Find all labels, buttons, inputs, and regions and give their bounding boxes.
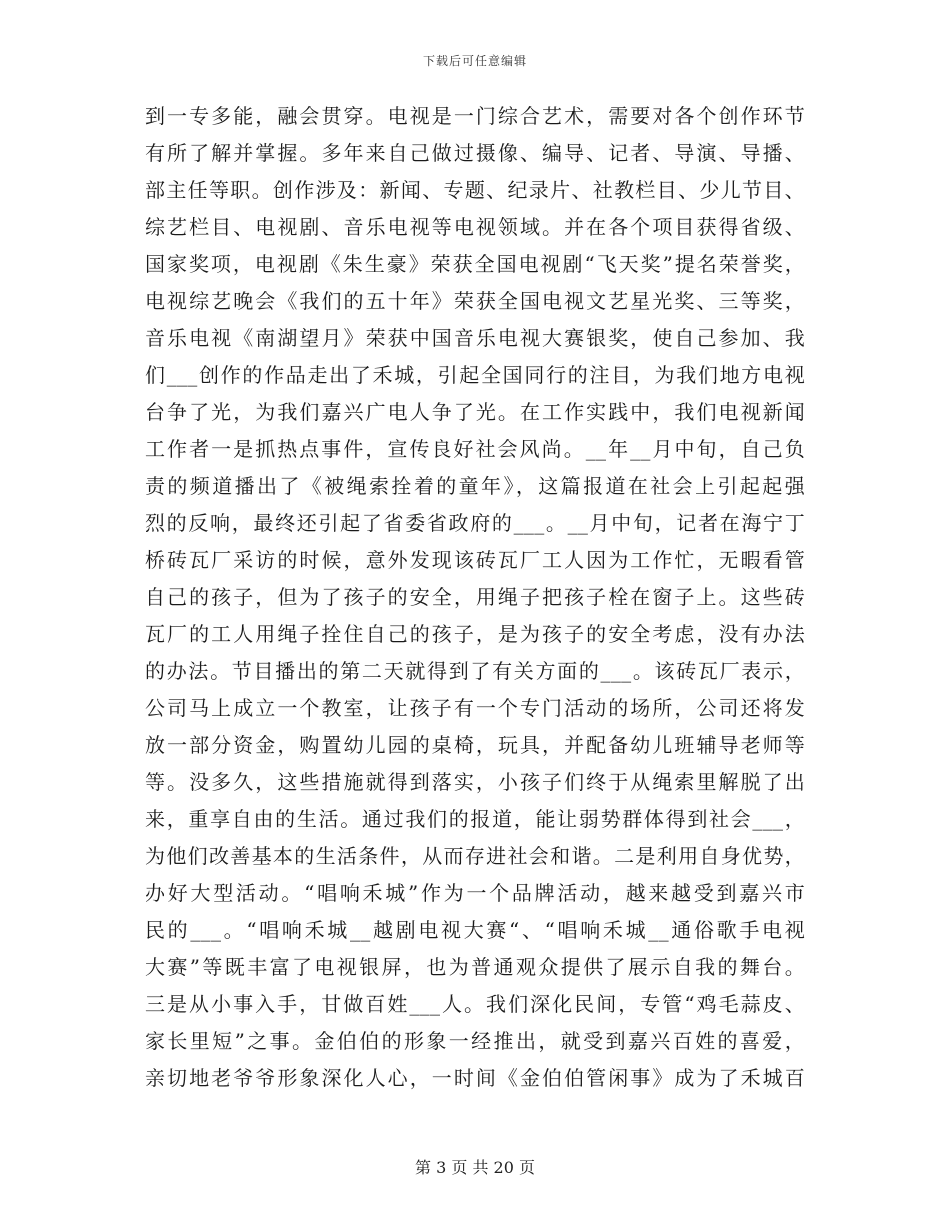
text-line: 电视综艺晚会《我们的五十年》荣获全国电视文艺星光奖、三等奖， <box>145 289 805 313</box>
text-line: 大赛”等既丰富了电视银屏，也为普通观众提供了展示自我的舞台。 <box>145 955 805 979</box>
text-line: 有所了解并掌握。多年来自己做过摄像、编导、记者、导演、导播、 <box>145 141 805 165</box>
text-line: 的办法。节目播出的第二天就得到了有关方面的___。该砖瓦厂表示， <box>145 659 805 683</box>
text-line: 桥砖瓦厂采访的时候，意外发现该砖瓦厂工人因为工作忙，无暇看管 <box>145 548 805 572</box>
text-line: 民的___。“唱响禾城__越剧电视大赛“、“唱响禾城__通俗歌手电视 <box>145 918 805 942</box>
text-line: 三是从小事入手，甘做百姓___人。我们深化民间，专管“鸡毛蒜皮、 <box>145 992 805 1016</box>
text-line: 部主任等职。创作涉及：新闻、专题、纪录片、社教栏目、少儿节目、 <box>145 178 805 202</box>
text-line: 亲切地老爷爷形象深化人心，一时间《金伯伯管闲事》成为了禾城百 <box>145 1066 805 1090</box>
text-line: 责的频道播出了《被绳索拴着的童年》，这篇报道在社会上引起起强 <box>145 474 805 498</box>
body-text <box>145 98 805 1097</box>
text-line: 们___创作的作品走出了禾城，引起全国同行的注目，为我们地方电视 <box>145 363 805 387</box>
text-line: 自己的孩子，但为了孩子的安全，用绳子把孩子栓在窗子上。这些砖 <box>145 585 805 609</box>
text-line: 为他们改善基本的生活条件，从而存进社会和谐。二是利用自身优势， <box>145 844 805 868</box>
page-number: 第 3 页 共 20 页 <box>415 1158 535 1177</box>
text-line: 放一部分资金，购置幼儿园的桌椅，玩具，并配备幼儿班辅导老师等 <box>145 733 805 757</box>
text-line: 到一专多能，融会贯穿。电视是一门综合艺术，需要对各个创作环节 <box>145 104 805 128</box>
text-line: 等。没多久，这些措施就得到落实，小孩子们终于从绳索里解脱了出 <box>145 770 805 794</box>
text-line: 烈的反响，最终还引起了省委省政府的___。__月中旬，记者在海宁丁 <box>145 511 805 535</box>
text-line: 台争了光，为我们嘉兴广电人争了光。在工作实践中，我们电视新闻 <box>145 400 805 424</box>
text-line: 公司马上成立一个教室，让孩子有一个专门活动的场所，公司还将发 <box>145 696 805 720</box>
text-line: 办好大型活动。“唱响禾城”作为一个品牌活动，越来越受到嘉兴市 <box>145 881 805 905</box>
page-header-note: 下载后可任意编辑 <box>422 54 527 68</box>
text-line: 家长里短”之事。金伯伯的形象一经推出，就受到嘉兴百姓的喜爱， <box>145 1029 805 1053</box>
text-line: 音乐电视《南湖望月》荣获中国音乐电视大赛银奖，使自己参加、我 <box>145 326 805 350</box>
text-line: 国家奖项，电视剧《朱生豪》荣获全国电视剧“飞天奖”提名荣誉奖， <box>145 252 805 276</box>
text-line: 综艺栏目、电视剧、音乐电视等电视领域。并在各个项目获得省级、 <box>145 215 805 239</box>
text-line: 来，重享自由的生活。通过我们的报道，能让弱势群体得到社会___， <box>145 807 805 831</box>
text-line: 瓦厂的工人用绳子拴住自己的孩子，是为孩子的安全考虑，没有办法 <box>145 622 805 646</box>
text-line: 工作者一是抓热点事件，宣传良好社会风尚。__年__月中旬，自己负 <box>145 437 805 461</box>
